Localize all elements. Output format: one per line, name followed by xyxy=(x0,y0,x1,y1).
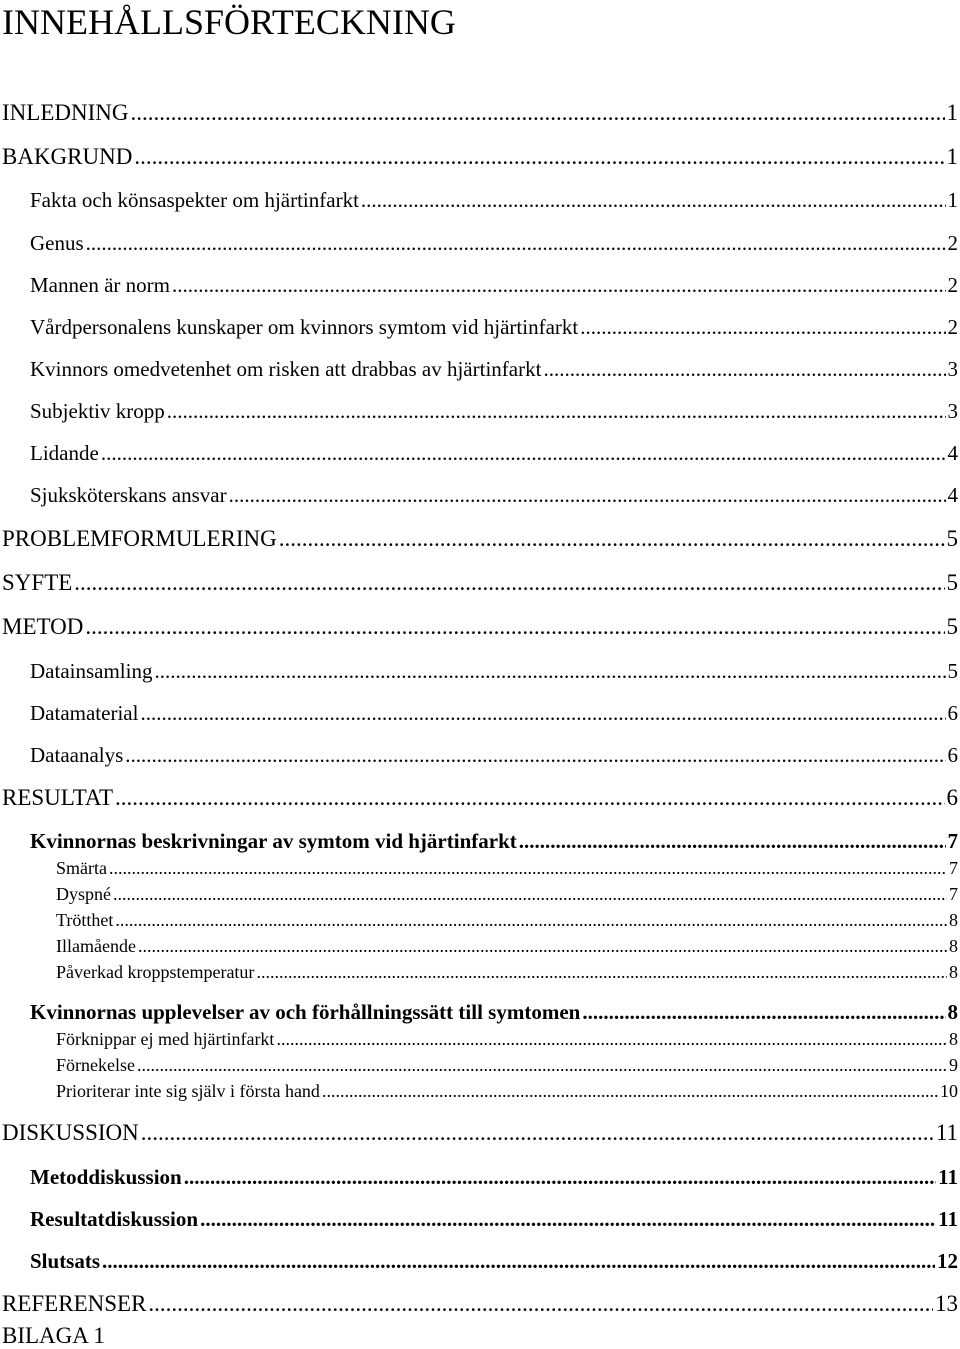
toc-entry-bakgrund[interactable] xyxy=(2,144,958,170)
toc-page: 5 xyxy=(946,570,958,595)
toc-page: 7 xyxy=(949,884,958,904)
toc-page: 13 xyxy=(935,1291,958,1316)
toc-label: PROBLEMFORMULERING xyxy=(2,526,277,551)
toc-entry-fornekelse[interactable] xyxy=(56,1055,958,1076)
toc-page: 5 xyxy=(947,659,958,683)
toc-label: Datamaterial xyxy=(30,701,139,725)
toc-entry-genus[interactable] xyxy=(30,231,958,256)
toc-entry-dyspne[interactable] xyxy=(56,884,958,905)
toc-page: 3 xyxy=(947,357,958,381)
toc-page: 8 xyxy=(947,1000,958,1024)
toc-page: 7 xyxy=(947,829,958,853)
toc-page: 11 xyxy=(938,1165,958,1189)
toc-entry-vardpersonal[interactable] xyxy=(30,315,958,340)
toc-label: Slutsats xyxy=(30,1249,101,1273)
toc-label: Subjektiv kropp xyxy=(30,399,165,423)
toc-page: 1 xyxy=(946,100,958,125)
toc-label: Förknippar ej med hjärtinfarkt xyxy=(56,1029,275,1049)
toc-entry-subjektiv-kropp[interactable] xyxy=(30,399,958,424)
toc-label: Förnekelse xyxy=(56,1055,135,1075)
toc-page: 12 xyxy=(937,1249,958,1273)
toc-page: 5 xyxy=(946,526,958,551)
toc-page: 2 xyxy=(947,273,958,297)
toc-label: Dataanalys xyxy=(30,743,124,767)
toc-entry-kvinnornas-upplevelser[interactable] xyxy=(30,1000,958,1025)
toc-page: 8 xyxy=(949,910,958,930)
toc-entry-prioriterar[interactable] xyxy=(56,1081,958,1102)
page-title: INNEHÅLLSFÖRTECKNING xyxy=(2,2,456,42)
toc-entry-resultat[interactable] xyxy=(2,785,958,811)
toc-label: Kvinnornas beskrivningar av symtom vid hjärtinfarkt xyxy=(30,829,517,853)
toc-label: Kvinnornas upplevelser av och förhållningssätt till symtomen xyxy=(30,1000,581,1024)
toc-page: 6 xyxy=(947,701,958,725)
toc-label: Datainsamling xyxy=(30,659,153,683)
toc-label: Sjuksköterskans ansvar xyxy=(30,483,227,507)
toc-entry-mannen[interactable] xyxy=(30,273,958,298)
toc-page: 10 xyxy=(940,1081,958,1101)
toc-entry-lidande[interactable] xyxy=(30,441,958,466)
toc-entry-inledning[interactable] xyxy=(2,100,958,126)
toc-label: INLEDNING xyxy=(2,100,129,125)
toc-entry-metod[interactable] xyxy=(2,614,958,640)
toc-entry-datainsamling[interactable] xyxy=(30,659,958,684)
toc-entry-kvinnornas-beskrivningar[interactable] xyxy=(30,829,958,854)
toc-label: Metoddiskussion xyxy=(30,1165,182,1189)
toc-entry-syfte[interactable] xyxy=(2,570,958,596)
toc-page: 8 xyxy=(949,936,958,956)
toc-label: Lidande xyxy=(30,441,99,465)
toc-label: Dyspné xyxy=(56,884,111,904)
toc-entry-paverkad-kroppstemperatur[interactable] xyxy=(56,962,958,983)
toc-entry-datamaterial[interactable] xyxy=(30,701,958,726)
toc-page: 1 xyxy=(946,144,958,169)
toc-page: 1 xyxy=(947,188,958,212)
toc-entry-kvinnors-omedvetenhet[interactable] xyxy=(30,357,958,382)
toc-page: 4 xyxy=(947,441,958,465)
toc-label: METOD xyxy=(2,614,84,639)
toc-label: Smärta xyxy=(56,858,107,878)
toc-label: Kvinnors omedvetenhet om risken att drabbas av hjärtinfarkt xyxy=(30,357,542,381)
toc-entry-sjukskoterskans-ansvar[interactable] xyxy=(30,483,958,508)
toc-entry-metoddiskussion[interactable] xyxy=(30,1165,958,1190)
toc-label: Fakta och könsaspekter om hjärtinfarkt xyxy=(30,188,359,212)
toc-entry-diskussion[interactable] xyxy=(2,1120,958,1146)
toc-page: 11 xyxy=(935,1120,958,1145)
toc-entry-fakta[interactable] xyxy=(30,188,958,213)
toc-page: 4 xyxy=(947,483,958,507)
toc-entry-referenser[interactable] xyxy=(2,1291,958,1317)
toc-label: Resultatdiskussion xyxy=(30,1207,199,1231)
toc-entry-problemformulering[interactable] xyxy=(2,526,958,552)
toc-page: 9 xyxy=(949,1055,958,1075)
toc-page: 6 xyxy=(947,743,958,767)
toc-label: Prioriterar inte sig själv i första hand xyxy=(56,1081,320,1101)
toc-entry-resultatdiskussion[interactable] xyxy=(30,1207,958,1232)
toc-label: Illamående xyxy=(56,936,136,956)
toc-label: BAKGRUND xyxy=(2,144,133,169)
toc-page: 5 xyxy=(946,614,958,639)
toc-entry-dataanalys[interactable] xyxy=(30,743,958,768)
toc-entry-illamaende[interactable] xyxy=(56,936,958,957)
toc-label: Trötthet xyxy=(56,910,114,930)
toc-label: RESULTAT xyxy=(2,785,114,810)
toc-page: 2 xyxy=(947,231,958,255)
toc-page: 11 xyxy=(938,1207,958,1231)
toc-label: Genus xyxy=(30,231,84,255)
toc-entry-forknippar[interactable] xyxy=(56,1029,958,1050)
toc-label: DISKUSSION xyxy=(2,1120,139,1145)
toc-entry-trotthet[interactable] xyxy=(56,910,958,931)
toc-entry-slutsats[interactable] xyxy=(30,1249,958,1274)
toc-label: REFERENSER xyxy=(2,1291,147,1316)
toc-label: SYFTE xyxy=(2,570,73,595)
bilaga-label: BILAGA 1 xyxy=(2,1323,105,1348)
toc-page: 3 xyxy=(947,399,958,423)
toc-label: Vårdpersonalens kunskaper om kvinnors symtom vid hjärtinfarkt xyxy=(30,315,579,339)
toc-page: 2 xyxy=(947,315,958,339)
toc-page: 8 xyxy=(949,962,958,982)
toc-page: 8 xyxy=(949,1029,958,1049)
toc-page: 7 xyxy=(949,858,958,878)
toc-entry-smarta[interactable] xyxy=(56,858,958,879)
toc-label: Mannen är norm xyxy=(30,273,170,297)
toc-page: 6 xyxy=(946,785,958,810)
toc-label: Påverkad kroppstemperatur xyxy=(56,962,255,982)
